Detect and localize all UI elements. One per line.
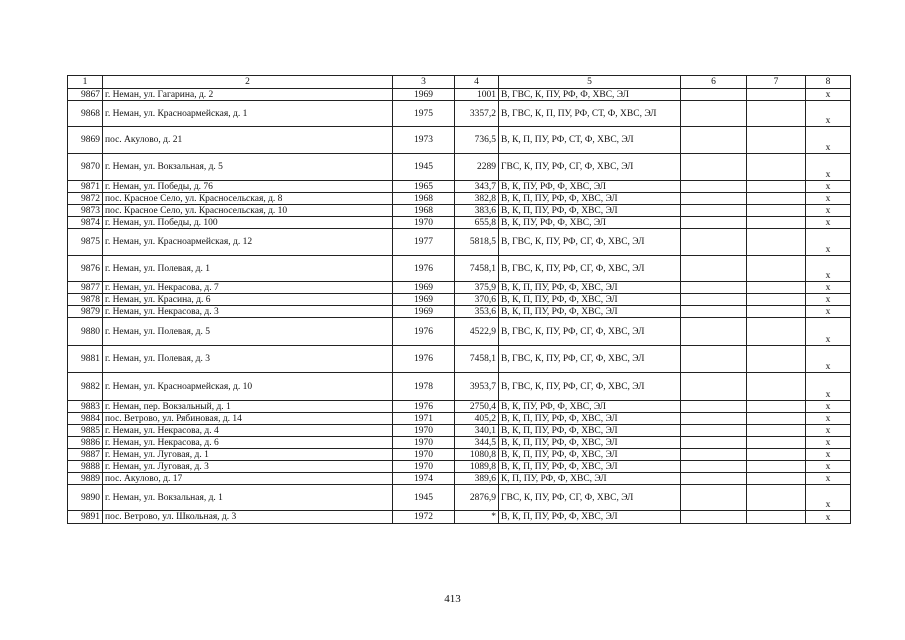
row-number-cell: 9889: [68, 473, 103, 485]
col7-cell: [747, 229, 806, 256]
mark-cell: x: [806, 154, 851, 181]
col6-cell: [681, 181, 747, 193]
table-row: [68, 401, 851, 413]
area-cell: 340,1: [455, 425, 499, 437]
mark-cell: x: [806, 401, 851, 413]
row-number-cell: 9884: [68, 413, 103, 425]
header-cell: 3: [393, 76, 455, 89]
area-cell: 7458,1: [455, 346, 499, 373]
col7-cell: [747, 413, 806, 425]
col7-cell: [747, 449, 806, 461]
area-cell: 5818,5: [455, 229, 499, 256]
address-cell: г. Неман, ул. Красноармейская, д. 12: [103, 229, 393, 256]
address-cell: пос. Ветрово, ул. Школьная, д. 3: [103, 511, 393, 524]
table-row: [68, 437, 851, 449]
table-row: [68, 449, 851, 461]
row-number-cell: 9874: [68, 217, 103, 229]
services-cell: В, К, П, ПУ, РФ, Ф, ХВС, ЭЛ: [499, 205, 681, 217]
table-row: [68, 101, 851, 127]
address-cell: пос. Ветрово, ул. Рябиновая, д. 14: [103, 413, 393, 425]
header-cell: 4: [455, 76, 499, 89]
col6-cell: [681, 449, 747, 461]
col6-cell: [681, 318, 747, 346]
area-cell: 353,6: [455, 306, 499, 318]
year-cell: 1976: [393, 401, 455, 413]
header-cell: 6: [681, 76, 747, 89]
mark-cell: x: [806, 217, 851, 229]
col6-cell: [681, 89, 747, 101]
services-cell: В, К, П, ПУ, РФ, Ф, ХВС, ЭЛ: [499, 282, 681, 294]
year-cell: 1970: [393, 449, 455, 461]
area-cell: 1089,8: [455, 461, 499, 473]
mark-cell: x: [806, 318, 851, 346]
col6-cell: [681, 127, 747, 154]
col7-cell: [747, 425, 806, 437]
address-cell: г. Неман, ул. Луговая, д. 1: [103, 449, 393, 461]
col7-cell: [747, 373, 806, 401]
col6-cell: [681, 205, 747, 217]
table-row: [68, 294, 851, 306]
col6-cell: [681, 413, 747, 425]
row-number-cell: 9888: [68, 461, 103, 473]
address-cell: пос. Акулово, д. 17: [103, 473, 393, 485]
address-cell: пос. Красное Село, ул. Красносельская, д. 8: [103, 193, 393, 205]
col6-cell: [681, 425, 747, 437]
address-cell: г. Неман, ул. Красноармейская, д. 1: [103, 101, 393, 127]
area-cell: 655,8: [455, 217, 499, 229]
table-row: [68, 181, 851, 193]
row-number-cell: 9870: [68, 154, 103, 181]
row-number-cell: 9871: [68, 181, 103, 193]
address-cell: г. Неман, ул. Полевая, д. 1: [103, 256, 393, 282]
services-cell: В, ГВС, К, ПУ, РФ, СГ, Ф, ХВС, ЭЛ: [499, 229, 681, 256]
table-row: [68, 205, 851, 217]
area-cell: 405,2: [455, 413, 499, 425]
col7-cell: [747, 461, 806, 473]
year-cell: 1969: [393, 306, 455, 318]
col7-cell: [747, 256, 806, 282]
year-cell: 1945: [393, 485, 455, 511]
col6-cell: [681, 461, 747, 473]
mark-cell: x: [806, 229, 851, 256]
year-cell: 1978: [393, 373, 455, 401]
year-cell: 1970: [393, 461, 455, 473]
table-row: [68, 346, 851, 373]
services-cell: В, ГВС, К, ПУ, РФ, СГ, Ф, ХВС, ЭЛ: [499, 346, 681, 373]
row-number-cell: 9891: [68, 511, 103, 524]
col7-cell: [747, 437, 806, 449]
year-cell: 1968: [393, 193, 455, 205]
table-row: [68, 473, 851, 485]
area-cell: 3357,2: [455, 101, 499, 127]
row-number-cell: 9886: [68, 437, 103, 449]
services-cell: В, К, П, ПУ, РФ, СТ, Ф, ХВС, ЭЛ: [499, 127, 681, 154]
address-cell: пос. Красное Село, ул. Красносельская, д. 10: [103, 205, 393, 217]
services-cell: В, ГВС, К, ПУ, РФ, СГ, Ф, ХВС, ЭЛ: [499, 318, 681, 346]
col6-cell: [681, 282, 747, 294]
row-number-cell: 9868: [68, 101, 103, 127]
area-cell: 736,5: [455, 127, 499, 154]
col6-cell: [681, 473, 747, 485]
table-row: [68, 193, 851, 205]
mark-cell: x: [806, 473, 851, 485]
area-cell: *: [455, 511, 499, 524]
row-number-cell: 9879: [68, 306, 103, 318]
table-row: [68, 485, 851, 511]
address-cell: г. Неман, ул. Вокзальная, д. 1: [103, 485, 393, 511]
row-number-cell: 9883: [68, 401, 103, 413]
table-header-row: [68, 76, 851, 89]
mark-cell: x: [806, 373, 851, 401]
page-number: 413: [444, 593, 461, 605]
address-cell: пос. Акулово, д. 21: [103, 127, 393, 154]
address-cell: г. Неман, ул. Красина, д. 6: [103, 294, 393, 306]
mark-cell: x: [806, 282, 851, 294]
services-cell: В, К, ПУ, РФ, Ф, ХВС, ЭЛ: [499, 181, 681, 193]
table-row: [68, 127, 851, 154]
services-cell: В, К, П, ПУ, РФ, Ф, ХВС, ЭЛ: [499, 306, 681, 318]
area-cell: 7458,1: [455, 256, 499, 282]
mark-cell: x: [806, 413, 851, 425]
col6-cell: [681, 101, 747, 127]
area-cell: 343,7: [455, 181, 499, 193]
col6-cell: [681, 511, 747, 524]
header-cell: 8: [806, 76, 851, 89]
col7-cell: [747, 318, 806, 346]
mark-cell: x: [806, 193, 851, 205]
col6-cell: [681, 154, 747, 181]
row-number-cell: 9878: [68, 294, 103, 306]
year-cell: 1977: [393, 229, 455, 256]
year-cell: 1972: [393, 511, 455, 524]
table-row: [68, 89, 851, 101]
area-cell: 2876,9: [455, 485, 499, 511]
mark-cell: x: [806, 461, 851, 473]
col7-cell: [747, 401, 806, 413]
col6-cell: [681, 346, 747, 373]
services-cell: ГВС, К, ПУ, РФ, СГ, Ф, ХВС, ЭЛ: [499, 485, 681, 511]
year-cell: 1976: [393, 256, 455, 282]
row-number-cell: 9877: [68, 282, 103, 294]
row-number-cell: 9881: [68, 346, 103, 373]
area-cell: 382,8: [455, 193, 499, 205]
year-cell: 1971: [393, 413, 455, 425]
area-cell: 3953,7: [455, 373, 499, 401]
housing-register-table: [67, 75, 851, 524]
mark-cell: x: [806, 346, 851, 373]
mark-cell: x: [806, 485, 851, 511]
mark-cell: x: [806, 306, 851, 318]
address-cell: г. Неман, ул. Красноармейская, д. 10: [103, 373, 393, 401]
area-cell: 2289: [455, 154, 499, 181]
col6-cell: [681, 437, 747, 449]
services-cell: В, К, ПУ, РФ, Ф, ХВС, ЭЛ: [499, 217, 681, 229]
col7-cell: [747, 485, 806, 511]
col7-cell: [747, 294, 806, 306]
area-cell: 389,6: [455, 473, 499, 485]
row-number-cell: 9887: [68, 449, 103, 461]
row-number-cell: 9869: [68, 127, 103, 154]
col7-cell: [747, 193, 806, 205]
row-number-cell: 9867: [68, 89, 103, 101]
address-cell: г. Неман, ул. Некрасова, д. 4: [103, 425, 393, 437]
year-cell: 1970: [393, 425, 455, 437]
table-row: [68, 511, 851, 524]
area-cell: 375,9: [455, 282, 499, 294]
col6-cell: [681, 373, 747, 401]
year-cell: 1969: [393, 294, 455, 306]
mark-cell: x: [806, 437, 851, 449]
col7-cell: [747, 473, 806, 485]
col6-cell: [681, 294, 747, 306]
address-cell: г. Неман, ул. Луговая, д. 3: [103, 461, 393, 473]
table-row: [68, 425, 851, 437]
col7-cell: [747, 205, 806, 217]
address-cell: г. Неман, ул. Некрасова, д. 3: [103, 306, 393, 318]
col7-cell: [747, 217, 806, 229]
row-number-cell: 9876: [68, 256, 103, 282]
mark-cell: x: [806, 89, 851, 101]
row-number-cell: 9875: [68, 229, 103, 256]
services-cell: В, ГВС, К, ПУ, РФ, СГ, Ф, ХВС, ЭЛ: [499, 256, 681, 282]
services-cell: К, П, ПУ, РФ, Ф, ХВС, ЭЛ: [499, 473, 681, 485]
year-cell: 1968: [393, 205, 455, 217]
services-cell: В, К, П, ПУ, РФ, Ф, ХВС, ЭЛ: [499, 425, 681, 437]
address-cell: г. Неман, ул. Победы, д. 100: [103, 217, 393, 229]
table-row: [68, 256, 851, 282]
services-cell: ГВС, К, ПУ, РФ, СГ, Ф, ХВС, ЭЛ: [499, 154, 681, 181]
table-row: [68, 413, 851, 425]
col7-cell: [747, 101, 806, 127]
header-cell: 7: [747, 76, 806, 89]
services-cell: В, К, П, ПУ, РФ, Ф, ХВС, ЭЛ: [499, 413, 681, 425]
address-cell: г. Неман, ул. Вокзальная, д. 5: [103, 154, 393, 181]
area-cell: 370,6: [455, 294, 499, 306]
address-cell: г. Неман, ул. Некрасова, д. 6: [103, 437, 393, 449]
table-row: [68, 306, 851, 318]
header-cell: 1: [68, 76, 103, 89]
address-cell: г. Неман, пер. Вокзальный, д. 1: [103, 401, 393, 413]
services-cell: В, К, П, ПУ, РФ, Ф, ХВС, ЭЛ: [499, 193, 681, 205]
year-cell: 1974: [393, 473, 455, 485]
table-row: [68, 373, 851, 401]
mark-cell: x: [806, 181, 851, 193]
col7-cell: [747, 181, 806, 193]
mark-cell: x: [806, 294, 851, 306]
year-cell: 1973: [393, 127, 455, 154]
col7-cell: [747, 511, 806, 524]
row-number-cell: 9873: [68, 205, 103, 217]
table-row: [68, 461, 851, 473]
services-cell: В, К, П, ПУ, РФ, Ф, ХВС, ЭЛ: [499, 461, 681, 473]
services-cell: В, К, П, ПУ, РФ, Ф, ХВС, ЭЛ: [499, 449, 681, 461]
row-number-cell: 9890: [68, 485, 103, 511]
services-cell: В, ГВС, К, ПУ, РФ, Ф, ХВС, ЭЛ: [499, 89, 681, 101]
col7-cell: [747, 346, 806, 373]
col7-cell: [747, 89, 806, 101]
year-cell: 1969: [393, 282, 455, 294]
col7-cell: [747, 154, 806, 181]
area-cell: 4522,9: [455, 318, 499, 346]
area-cell: 1080,8: [455, 449, 499, 461]
mark-cell: x: [806, 205, 851, 217]
table-row: [68, 229, 851, 256]
col7-cell: [747, 306, 806, 318]
year-cell: 1945: [393, 154, 455, 181]
col6-cell: [681, 193, 747, 205]
row-number-cell: 9880: [68, 318, 103, 346]
services-cell: В, ГВС, К, П, ПУ, РФ, СТ, Ф, ХВС, ЭЛ: [499, 101, 681, 127]
header-cell: 5: [499, 76, 681, 89]
mark-cell: x: [806, 256, 851, 282]
year-cell: 1975: [393, 101, 455, 127]
services-cell: В, К, П, ПУ, РФ, Ф, ХВС, ЭЛ: [499, 511, 681, 524]
col6-cell: [681, 217, 747, 229]
services-cell: В, ГВС, К, ПУ, РФ, СГ, Ф, ХВС, ЭЛ: [499, 373, 681, 401]
table-row: [68, 282, 851, 294]
year-cell: 1970: [393, 437, 455, 449]
col6-cell: [681, 401, 747, 413]
mark-cell: x: [806, 449, 851, 461]
mark-cell: x: [806, 425, 851, 437]
address-cell: г. Неман, ул. Полевая, д. 3: [103, 346, 393, 373]
col6-cell: [681, 229, 747, 256]
col7-cell: [747, 127, 806, 154]
area-cell: 1001: [455, 89, 499, 101]
row-number-cell: 9872: [68, 193, 103, 205]
col6-cell: [681, 485, 747, 511]
year-cell: 1969: [393, 89, 455, 101]
area-cell: 2750,4: [455, 401, 499, 413]
col6-cell: [681, 306, 747, 318]
address-cell: г. Неман, ул. Победы, д. 76: [103, 181, 393, 193]
services-cell: В, К, П, ПУ, РФ, Ф, ХВС, ЭЛ: [499, 294, 681, 306]
year-cell: 1965: [393, 181, 455, 193]
address-cell: г. Неман, ул. Некрасова, д. 7: [103, 282, 393, 294]
mark-cell: x: [806, 127, 851, 154]
row-number-cell: 9882: [68, 373, 103, 401]
year-cell: 1976: [393, 346, 455, 373]
services-cell: В, К, П, ПУ, РФ, Ф, ХВС, ЭЛ: [499, 437, 681, 449]
area-cell: 383,6: [455, 205, 499, 217]
year-cell: 1976: [393, 318, 455, 346]
col7-cell: [747, 282, 806, 294]
table-row: [68, 154, 851, 181]
mark-cell: x: [806, 511, 851, 524]
year-cell: 1970: [393, 217, 455, 229]
row-number-cell: 9885: [68, 425, 103, 437]
col6-cell: [681, 256, 747, 282]
address-cell: г. Неман, ул. Гагарина, д. 2: [103, 89, 393, 101]
header-cell: 2: [103, 76, 393, 89]
table-row: [68, 318, 851, 346]
area-cell: 344,5: [455, 437, 499, 449]
mark-cell: x: [806, 101, 851, 127]
address-cell: г. Неман, ул. Полевая, д. 5: [103, 318, 393, 346]
services-cell: В, К, ПУ, РФ, Ф, ХВС, ЭЛ: [499, 401, 681, 413]
table-row: [68, 217, 851, 229]
